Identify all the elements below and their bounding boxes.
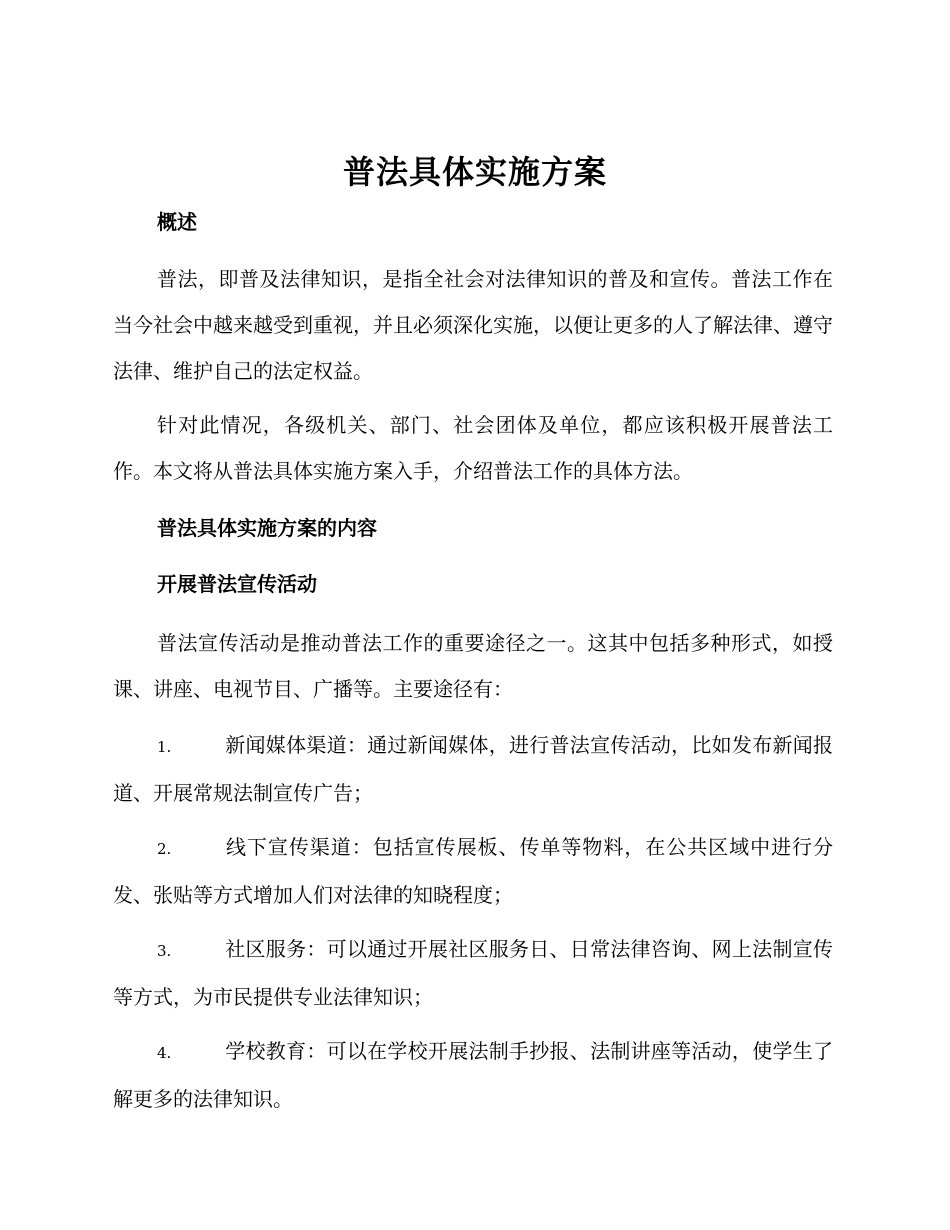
- paragraph-campaign-intro: 普法宣传活动是推动普法工作的重要途径之一。这其中包括多种形式，如授课、讲座、电视节目、广播等。主要途径有：: [113, 631, 833, 701]
- section-heading-overview: 概述: [157, 210, 197, 234]
- list-item: [113, 1028, 833, 1122]
- list-item-text: 社区服务：可以通过开展社区服务日、日常法律咨询、网上法制宣传等方式，为市民提供专业法律知识；: [113, 937, 833, 1009]
- list-item: [113, 722, 833, 816]
- list-item-number: 3.: [157, 942, 172, 960]
- list-item-number: 4.: [157, 1044, 172, 1062]
- list-item: [113, 824, 833, 918]
- list-item-number: 2.: [157, 840, 172, 858]
- section-heading-content: 普法具体实施方案的内容: [157, 516, 377, 540]
- section-heading-campaign: 开展普法宣传活动: [157, 572, 317, 596]
- list-item-text: 学校教育：可以在学校开展法制手抄报、法制讲座等活动，使学生了解更多的法律知识。: [113, 1039, 833, 1111]
- list-item-text: 新闻媒体渠道：通过新闻媒体，进行普法宣传活动，比如发布新闻报道、开展常规法制宣传广告；: [113, 733, 833, 805]
- document-title: 普法具体实施方案: [342, 153, 607, 191]
- paragraph-overview-1: 普法，即普及法律知识，是指全社会对法律知识的普及和宣传。普法工作在当今社会中越来越受到重视，并且必须深化实施，以便让更多的人了解法律、遵守法律、维护自己的法定权益。: [113, 267, 833, 383]
- paragraph-overview-2: 针对此情况，各级机关、部门、社会团体及单位，都应该积极开展普法工作。本文将从普法具体实施方案入手，介绍普法工作的具体方法。: [113, 413, 833, 483]
- list-item: [113, 926, 833, 1020]
- list-item-text: 线下宣传渠道：包括宣传展板、传单等物料，在公共区域中进行分发、张贴等方式增加人们对法律的知晓程度；: [113, 835, 833, 907]
- list-item-number: 1.: [157, 738, 172, 756]
